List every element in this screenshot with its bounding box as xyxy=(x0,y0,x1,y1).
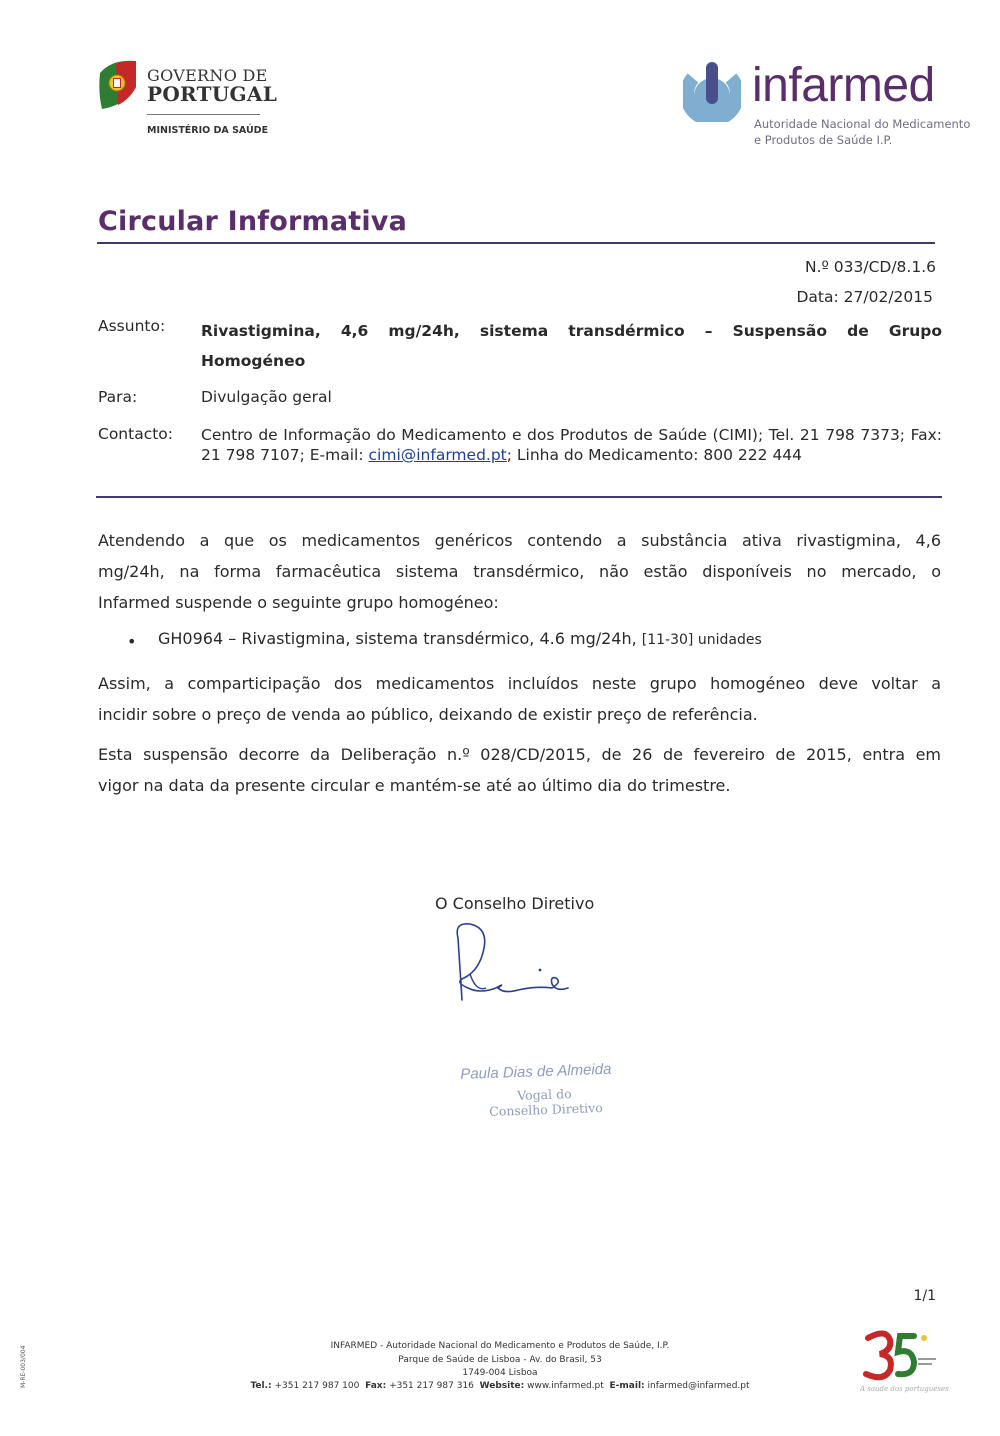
stamp-role-line1: Vogal do xyxy=(517,1086,572,1103)
handwritten-signature xyxy=(440,918,580,1010)
signer-title: O Conselho Diretivo xyxy=(435,894,595,913)
bullet-item xyxy=(158,629,762,648)
footer-email-label: E-mail: xyxy=(609,1381,645,1391)
infarmed-logo-icon xyxy=(683,60,741,122)
footer-tel-label: Tel.: xyxy=(250,1381,272,1391)
footer-email-link[interactable]: infarmed@infarmed.pt xyxy=(647,1381,750,1391)
footer-postal: 1749-004 Lisboa xyxy=(462,1368,538,1378)
government-line2: PORTUGAL xyxy=(147,82,278,106)
paragraph-1-line1: Atendendo a que os medicamentos genéricos contendo a substância ativa rivastigmina, 4,6 xyxy=(98,531,941,550)
paragraph-2 xyxy=(98,668,941,730)
paragraph-1 xyxy=(98,525,941,618)
paragraph-2-line2: incidir sobre o preço de venda ao público, deixando de existir preço de referência. xyxy=(98,705,758,724)
infarmed-wordmark: infarmed xyxy=(752,59,935,112)
document-title: Circular Informativa xyxy=(98,206,408,237)
metadata-divider xyxy=(96,496,942,498)
side-code-container xyxy=(20,1345,28,1436)
title-divider xyxy=(97,242,935,244)
subject-value xyxy=(201,316,942,376)
bullet-main: GH0964 – Rivastigmina, sistema transdérmico, 4.6 mg/24h, xyxy=(158,629,642,648)
paragraph-2-line1: Assim, a comparticipação dos medicamentos incluídos neste grupo homogéneo deve voltar a xyxy=(98,674,941,693)
government-divider xyxy=(147,114,260,115)
to-value: Divulgação geral xyxy=(201,388,332,406)
footer-website-label: Website: xyxy=(479,1381,525,1391)
government-line1: GOVERNO DE xyxy=(147,66,268,85)
subject-line1: Rivastigmina, 4,6 mg/24h, sistema transdérmico – Suspensão de Grupo xyxy=(201,322,942,340)
anniversary-35-logo-icon xyxy=(860,1328,940,1383)
footer-fax-label: Fax: xyxy=(365,1381,387,1391)
paragraph-1-line2: mg/24h, na forma farmacêutica sistema transdérmico, não estão disponíveis no mercado, o xyxy=(98,562,941,581)
government-emblem-icon xyxy=(96,57,140,111)
paragraph-3-line2: vigor na data da presente circular e mantém-se até ao último dia do trimestre. xyxy=(98,776,731,795)
footer-address: Parque de Saúde de Lisboa - Av. do Brasil, 53 xyxy=(398,1355,602,1365)
subject-line2: Homogéneo xyxy=(201,352,306,370)
bullet-icon: • xyxy=(127,632,137,651)
ministry-name: MINISTÉRIO DA SAÚDE xyxy=(147,125,269,136)
footer-org: INFARMED - Autoridade Nacional do Medicamento e Produtos de Saúde, I.P. xyxy=(330,1341,670,1351)
contact-value xyxy=(201,425,942,465)
circular-number: N.º 033/CD/8.1.6 xyxy=(805,258,936,276)
infarmed-subtitle-line1: Autoridade Nacional do Medicamento xyxy=(754,117,971,131)
footer-website-link[interactable]: www.infarmed.pt xyxy=(527,1381,604,1391)
paragraph-3-line1: Esta suspensão decorre da Deliberação n.º 028/CD/2015, de 26 de fevereiro de 2015, entra em xyxy=(98,745,941,764)
to-label: Para: xyxy=(98,388,138,406)
contact-email-link[interactable]: cimi@infarmed.pt xyxy=(368,446,507,464)
stamp-name: Paula Dias de Almeida xyxy=(460,1060,612,1083)
bullet-unit: [11-30] unidades xyxy=(641,632,762,648)
footer-tel: +351 217 987 100 xyxy=(274,1381,360,1391)
form-code: M-RE-003/004 xyxy=(20,1345,27,1388)
subject-label: Assunto: xyxy=(98,317,166,335)
paragraph-3 xyxy=(98,739,941,801)
infarmed-subtitle-line2: e Produtos de Saúde I.P. xyxy=(754,133,893,147)
contact-text-pre: Centro de Informação do Medicamento e dos Produtos de Saúde (CIMI); Tel. 21 798 7373; Fax: 21 798 7107; E-mail: xyxy=(201,426,942,464)
footer-fax: +351 217 987 316 xyxy=(389,1381,474,1391)
contact-label: Contacto: xyxy=(98,425,174,443)
anniversary-tagline: A saúde dos portugueses xyxy=(860,1385,949,1393)
page-number: 1/1 xyxy=(913,1288,936,1304)
contact-text-post: ; Linha do Medicamento: 800 222 444 xyxy=(506,446,803,464)
circular-date: Data: 27/02/2015 xyxy=(796,288,933,306)
paragraph-1-line3: Infarmed suspende o seguinte grupo homogéneo: xyxy=(98,593,499,612)
stamp-role-line2: Conselho Diretivo xyxy=(489,1100,603,1119)
